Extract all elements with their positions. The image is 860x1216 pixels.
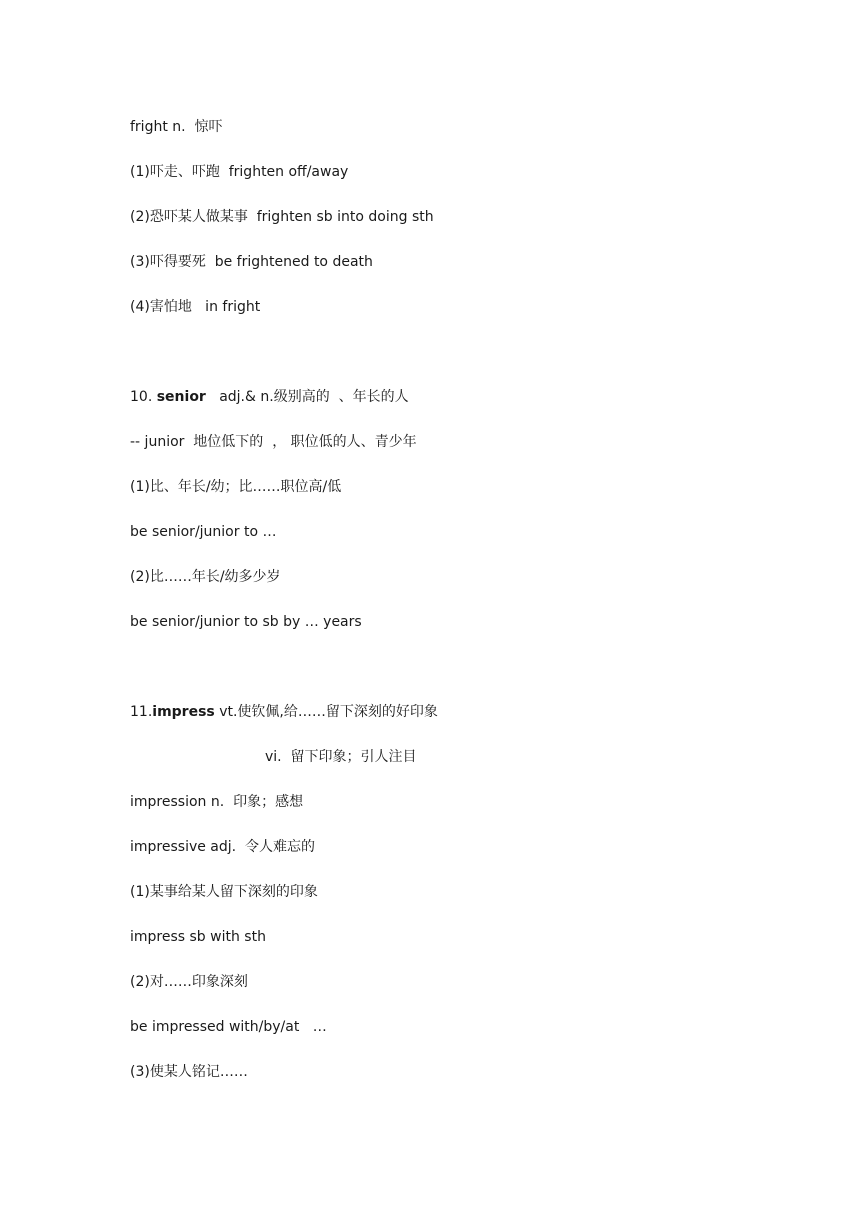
impress-definition: vt.使钦佩,给……留下深刻的好印象 [214, 704, 438, 720]
impress-item-5: (3)使某人铭记…… [130, 1064, 248, 1080]
senior-item-4: be senior/junior to sb by … years [130, 614, 362, 630]
senior-item-2: be senior/junior to … [130, 524, 277, 540]
fright-item-3: (3)吓得要死 be frightened to death [130, 254, 373, 270]
senior-definition: adj.& n.级别高的 、年长的人 [205, 389, 409, 405]
impress-item-1: (1)某事给某人留下深刻的印象 [130, 884, 318, 900]
impress-derivative-1: impression n. 印象；感想 [130, 794, 304, 810]
fright-item-4: (4)害怕地 in fright [130, 299, 261, 315]
impress-word: impress [152, 704, 215, 720]
impress-item-3: (2)对……印象深刻 [130, 974, 248, 990]
impress-item-4: be impressed with/by/at … [130, 1019, 327, 1035]
senior-number: 10. [130, 389, 157, 405]
impress-entry-heading [130, 702, 438, 722]
senior-item-1: (1)比、年长/幼；比……职位高/低 [130, 479, 342, 495]
fright-item-2: (2)恐吓某人做某事 frighten sb into doing sth [130, 209, 434, 225]
impress-number: 11. [130, 704, 153, 720]
senior-word: senior [156, 389, 206, 405]
senior-item-3: (2)比……年长/幼多少岁 [130, 569, 281, 585]
fright-headword: fright n. 惊吓 [130, 119, 223, 135]
impress-derivative-2: impressive adj. 令人难忘的 [130, 839, 316, 855]
impress-vi-definition: vi. 留下印象；引人注目 [265, 749, 417, 765]
impress-item-2: impress sb with sth [130, 929, 266, 945]
senior-entry-heading [130, 387, 409, 407]
senior-antonym: -- junior 地位低下的 ， 职位低的人、青少年 [130, 434, 417, 450]
fright-item-1: (1)吓走、吓跑 frighten off/away [130, 164, 349, 180]
